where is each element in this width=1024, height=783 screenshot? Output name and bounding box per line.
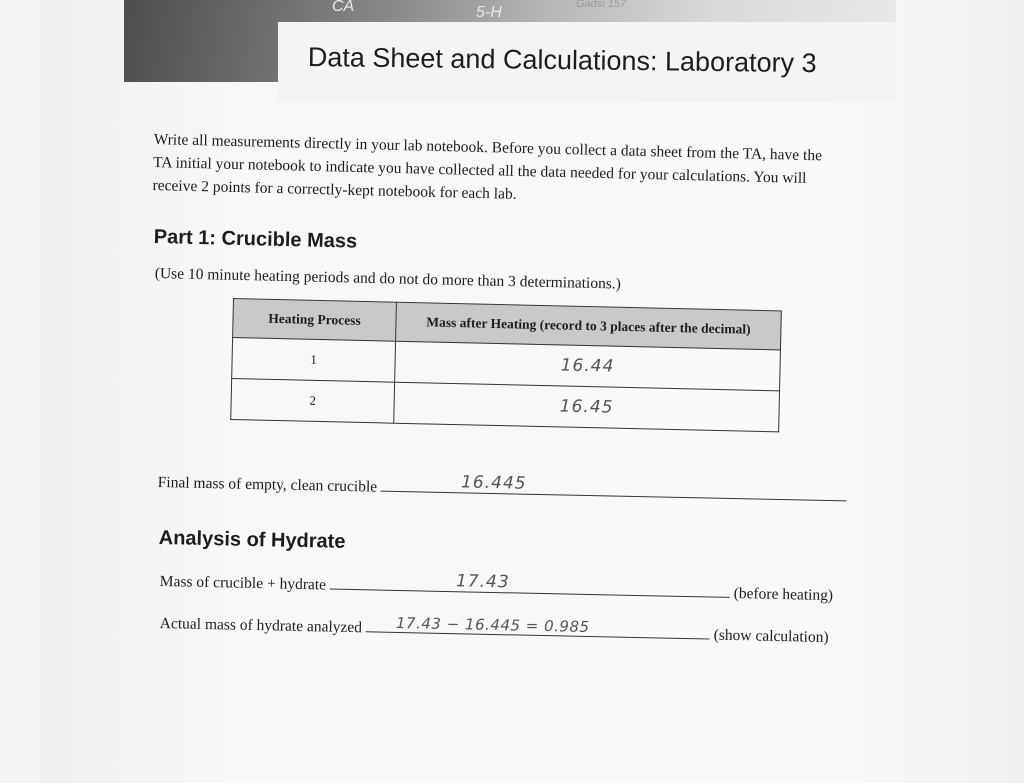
page-title: Data Sheet and Calculations: Laboratory 3 bbox=[307, 42, 817, 79]
before-heating-note: (before heating) bbox=[733, 585, 834, 605]
crucible-mass-table bbox=[230, 298, 782, 432]
actual-mass-label: Actual mass of hydrate analyzed bbox=[159, 614, 363, 637]
handwritten-calculation: 17.43 − 16.445 = 0.985 bbox=[395, 613, 590, 636]
heating-process-cell: 2 bbox=[231, 378, 395, 423]
handwritten-mass: 16.45 bbox=[559, 396, 614, 418]
final-mass-label: Final mass of empty, clean crucible bbox=[157, 473, 378, 496]
crucible-hydrate-label: Mass of crucible + hydrate bbox=[159, 572, 327, 594]
hydrate-heading: Analysis of Hydrate bbox=[158, 527, 346, 553]
photo-text-2: 5-H bbox=[476, 4, 502, 21]
photo-text-1: CA bbox=[332, 0, 355, 15]
photo-text-3: Gadsi 157 bbox=[576, 0, 627, 10]
table-header-heating-process: Heating Process bbox=[233, 299, 397, 342]
heating-process-cell: 1 bbox=[232, 338, 396, 383]
mass-cell bbox=[394, 382, 780, 432]
handwritten-crucible-hydrate: 17.43 bbox=[455, 571, 510, 593]
table-header-mass: Mass after Heating (record to 3 places after the decimal) bbox=[396, 302, 782, 350]
intro-paragraph: Write all measurements directly in your lab notebook. Before you collect a data sheet from the TA, have the TA initial your notebook to indicate you have collected all the data needed for your calculations. You will receive 2 points for a correctly-kept notebook for each lab. bbox=[152, 130, 823, 203]
handwritten-mass: 16.44 bbox=[560, 355, 615, 377]
show-calculation-note: (show calculation) bbox=[713, 626, 829, 647]
handwritten-final-mass: 16.445 bbox=[460, 472, 527, 494]
part1-note: (Use 10 minute heating periods and do not do more than 3 determinations.) bbox=[154, 265, 622, 293]
part1-heading: Part 1: Crucible Mass bbox=[153, 226, 358, 253]
